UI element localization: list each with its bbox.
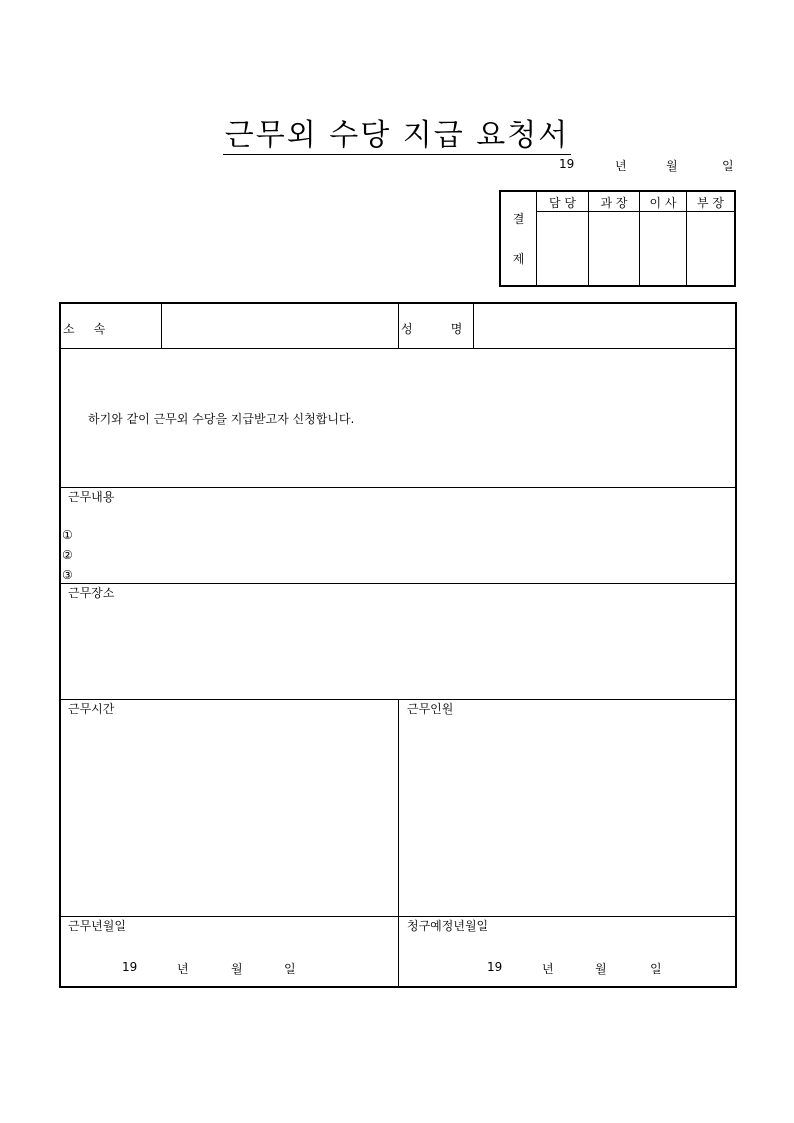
work-content-item-3: ③ <box>62 568 73 582</box>
work-date-year-prefix: 19 <box>122 960 138 974</box>
approval-sign-dept-head[interactable] <box>687 212 734 285</box>
work-date-label: 근무년월일 <box>68 919 126 933</box>
work-date-month: 월 <box>231 962 243 976</box>
approval-sign-section-chief[interactable] <box>589 212 639 285</box>
work-date-day: 일 <box>284 962 296 976</box>
approval-col-section-chief: 과 장 <box>600 196 628 210</box>
work-date-year: 년 <box>177 962 189 976</box>
approval-box <box>499 190 736 287</box>
approval-col-director: 이 사 <box>649 196 677 210</box>
work-content-item-1: ① <box>62 528 73 542</box>
header-date-year-prefix: 19 <box>559 157 575 171</box>
request-statement: 하기와 같이 근무외 수당을 지급받고자 신청합니다. <box>88 412 355 426</box>
approval-label-top: 결 <box>512 212 525 226</box>
claim-date-label: 청구예정년월일 <box>407 919 489 933</box>
work-time-label: 근무시간 <box>68 702 115 716</box>
work-content-item-2: ② <box>62 548 73 562</box>
approval-sign-director[interactable] <box>640 212 686 285</box>
work-content-label: 근무내용 <box>68 490 115 504</box>
approval-col-manager: 담 당 <box>549 196 576 210</box>
approval-sign-manager[interactable] <box>537 212 588 285</box>
name-field[interactable] <box>475 320 733 340</box>
approval-label-bottom: 제 <box>512 252 525 266</box>
work-staff-label: 근무인원 <box>407 702 454 716</box>
affiliation-field[interactable] <box>163 320 396 340</box>
header-date-day: 일 <box>722 159 734 173</box>
claim-date-year-prefix: 19 <box>487 960 503 974</box>
document-title: 근무외 수당 지급 요청서 <box>224 118 570 153</box>
name-label: 성 명 <box>401 322 463 336</box>
header-date-year: 년 <box>615 159 627 173</box>
claim-date-month: 월 <box>595 962 607 976</box>
claim-date-year: 년 <box>542 962 554 976</box>
work-place-label: 근무장소 <box>68 586 115 600</box>
affiliation-label: 소 속 <box>63 322 106 336</box>
header-date-month: 월 <box>666 159 678 173</box>
approval-col-dept-head: 부 장 <box>697 196 724 210</box>
request-form <box>59 302 737 988</box>
claim-date-day: 일 <box>650 962 662 976</box>
